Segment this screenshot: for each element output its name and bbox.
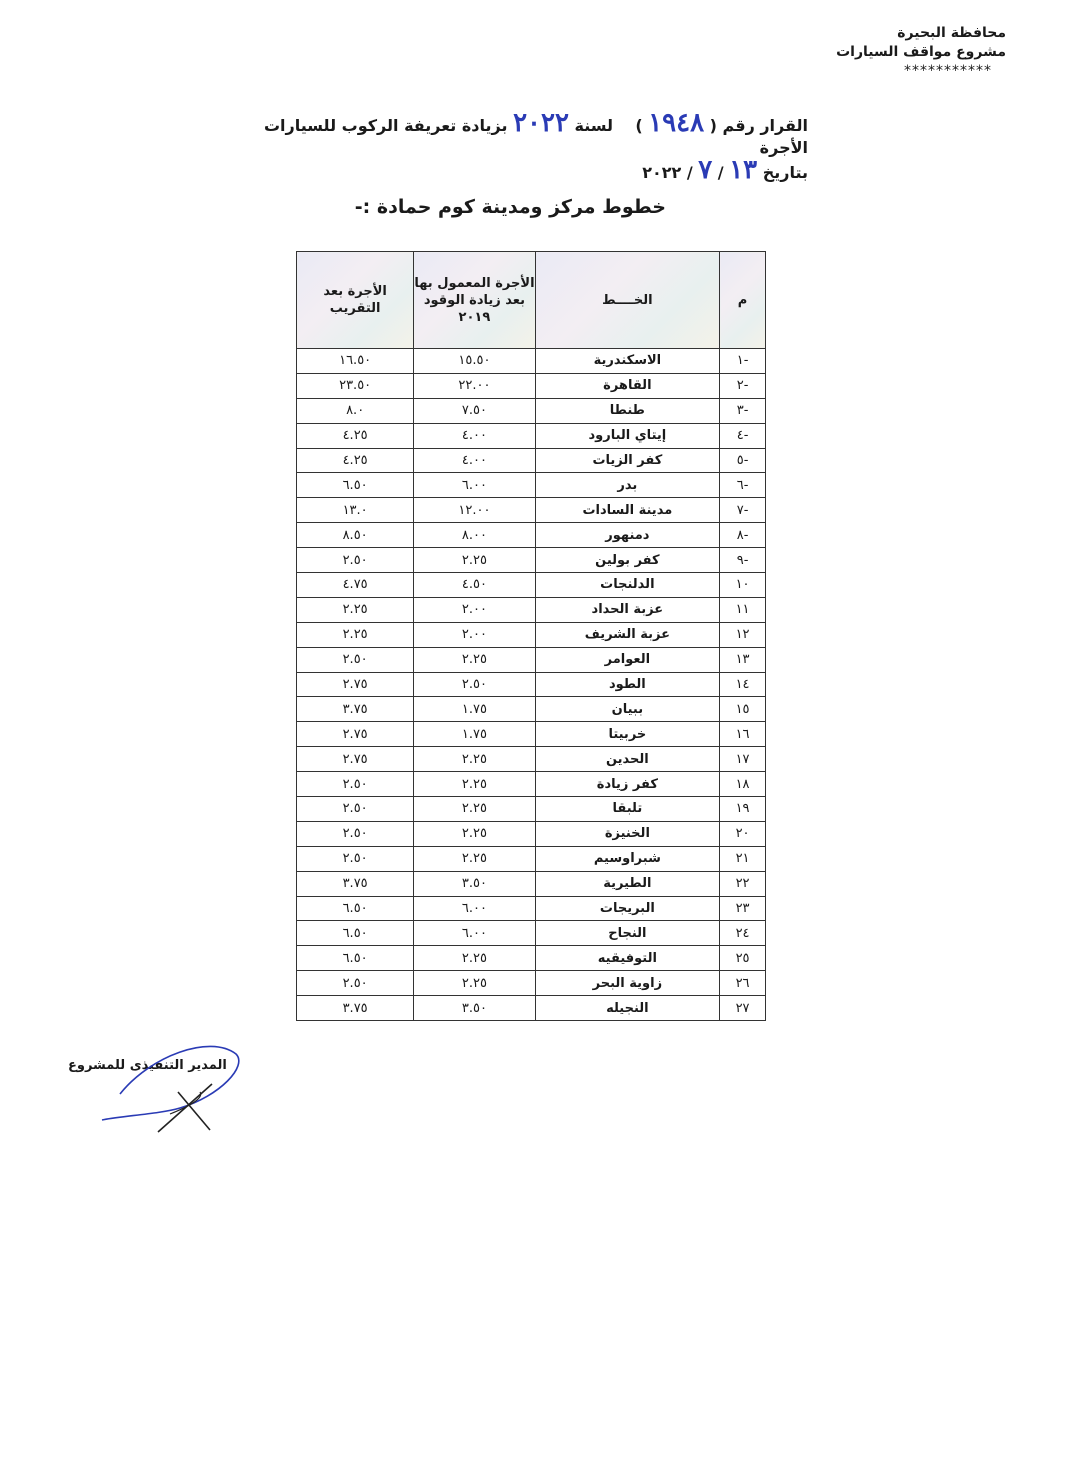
cell-line: العوامر (535, 647, 720, 672)
table-row (297, 921, 766, 946)
table-row (297, 697, 766, 722)
cell-fare-current: ٢.٢٥ (414, 548, 535, 573)
table-row (297, 747, 766, 772)
cell-m: ١٧ (720, 747, 766, 772)
table-row (297, 846, 766, 871)
cell-fare-new: ٦.٥٠ (297, 946, 414, 971)
cell-fare-current: ٦.٠٠ (414, 473, 535, 498)
cell-m: -١ (720, 349, 766, 374)
cell-line: كفر الزيات (535, 448, 720, 473)
cell-line: البريجات (535, 896, 720, 921)
cell-fare-new: ٣.٧٥ (297, 871, 414, 896)
cell-fare-current: ٣.٥٠ (414, 996, 535, 1021)
cell-fare-new: ٤.٢٥ (297, 448, 414, 473)
cell-line: النجيله (535, 996, 720, 1021)
cell-m: ٢٠ (720, 821, 766, 846)
cell-fare-new: ٢.٧٥ (297, 722, 414, 747)
cell-fare-current: ٣.٥٠ (414, 871, 535, 896)
table-row (297, 597, 766, 622)
cell-line: الحدين (535, 747, 720, 772)
cell-m: ١٢ (720, 622, 766, 647)
table-row (297, 548, 766, 573)
cell-fare-new: ٢.٥٠ (297, 647, 414, 672)
date-day-handwritten: ١٣ (729, 155, 758, 185)
project-name: مشروع مواقف السيارات (836, 44, 1006, 60)
signature-label: المدير التنفيذى للمشروع (68, 1058, 227, 1073)
table-row (297, 772, 766, 797)
cell-m: ٢٤ (720, 921, 766, 946)
cell-fare-current: ٢.٢٥ (414, 647, 535, 672)
cell-fare-current: ٤.٠٠ (414, 423, 535, 448)
table-row (297, 797, 766, 822)
cell-m: -٦ (720, 473, 766, 498)
cell-fare-current: ٢.٢٥ (414, 797, 535, 822)
header-line: الخــــط (535, 252, 720, 349)
cell-fare-new: ٢.٥٠ (297, 548, 414, 573)
cell-m: -٨ (720, 523, 766, 548)
cell-line: بدر (535, 473, 720, 498)
cell-fare-current: ١٥.٥٠ (414, 349, 535, 374)
table-header-row (297, 252, 766, 349)
cell-fare-current: ١٢.٠٠ (414, 498, 535, 523)
cell-fare-current: ١.٧٥ (414, 722, 535, 747)
cell-fare-current: ٨.٠٠ (414, 523, 535, 548)
header-fare-current: الأجرة المعمول بها بعد زيادة الوقود ٢٠١٩ (414, 252, 535, 349)
cell-fare-new: ٤.٢٥ (297, 423, 414, 448)
cell-m: -٤ (720, 423, 766, 448)
decision-prefix: القرار رقم ( (709, 116, 808, 135)
cell-m: ٢٣ (720, 896, 766, 921)
decision-line-1 (248, 108, 808, 159)
table-row (297, 622, 766, 647)
cell-fare-new: ٢.٥٠ (297, 797, 414, 822)
cell-m: ١٤ (720, 672, 766, 697)
cell-m: ١٥ (720, 697, 766, 722)
cell-line: الاسكندرية (535, 349, 720, 374)
cell-line: الدلنجات (535, 573, 720, 598)
cell-fare-current: ٢.٢٥ (414, 946, 535, 971)
cell-fare-current: ٤.٠٠ (414, 448, 535, 473)
fares-table (296, 251, 766, 1021)
document-header (836, 24, 1006, 81)
table-row (297, 473, 766, 498)
cell-fare-current: ٢.٢٥ (414, 971, 535, 996)
table-row (297, 971, 766, 996)
table-row (297, 871, 766, 896)
cell-fare-new: ٤.٧٥ (297, 573, 414, 598)
cell-fare-current: ٢.٠٠ (414, 622, 535, 647)
cell-line: خربيتا (535, 722, 720, 747)
cell-m: ٢١ (720, 846, 766, 871)
cell-fare-new: ٣.٧٥ (297, 697, 414, 722)
cell-line: شبراوسيم (535, 846, 720, 871)
cell-line: مدينة السادات (535, 498, 720, 523)
table-row (297, 398, 766, 423)
governorate-name: محافظة البحيرة (897, 25, 1006, 41)
cell-fare-new: ٢.٢٥ (297, 597, 414, 622)
cell-line: تلبقا (535, 797, 720, 822)
cell-line: زاوية البحر (535, 971, 720, 996)
cell-fare-new: ١٣.٠ (297, 498, 414, 523)
date-label: بتاريخ (762, 163, 808, 182)
cell-m: -٢ (720, 373, 766, 398)
cell-line: ببيان (535, 697, 720, 722)
page-title: خطوط مركز ومدينة كوم حمادة :- (354, 196, 666, 218)
cell-m: ١١ (720, 597, 766, 622)
cell-m: ٢٧ (720, 996, 766, 1021)
cell-fare-current: ٤.٥٠ (414, 573, 535, 598)
cell-fare-new: ٢.٥٠ (297, 821, 414, 846)
table-row (297, 821, 766, 846)
table-row (297, 523, 766, 548)
cell-line: الخنيزة (535, 821, 720, 846)
cell-fare-current: ٢.٢٥ (414, 772, 535, 797)
cell-m: ١٦ (720, 722, 766, 747)
cell-fare-current: ١.٧٥ (414, 697, 535, 722)
cell-m: -٣ (720, 398, 766, 423)
cell-line: إيتاي البارود (535, 423, 720, 448)
cell-fare-new: ٣.٧٥ (297, 996, 414, 1021)
cell-line: النجاح (535, 921, 720, 946)
cell-fare-current: ٦.٠٠ (414, 896, 535, 921)
header-stars: *********** (904, 63, 992, 79)
cell-fare-current: ٢.٥٠ (414, 672, 535, 697)
table-row (297, 996, 766, 1021)
decision-block (248, 108, 808, 185)
cell-fare-current: ٢٢.٠٠ (414, 373, 535, 398)
cell-fare-current: ٢.٢٥ (414, 821, 535, 846)
cell-m: ٢٥ (720, 946, 766, 971)
cell-fare-current: ٢.٢٥ (414, 747, 535, 772)
cell-line: كفر بولين (535, 548, 720, 573)
table-row (297, 423, 766, 448)
table-row (297, 498, 766, 523)
table-row (297, 946, 766, 971)
cell-fare-new: ٢.٧٥ (297, 747, 414, 772)
cell-m: ١٩ (720, 797, 766, 822)
header-m: م (720, 252, 766, 349)
cell-fare-new: ٢.٥٠ (297, 772, 414, 797)
cell-fare-new: ٢.٥٠ (297, 846, 414, 871)
cell-m: -٩ (720, 548, 766, 573)
date-month-handwritten: ٧ (698, 155, 713, 185)
cell-fare-current: ٢.٢٥ (414, 846, 535, 871)
cell-line: الطيرية (535, 871, 720, 896)
year-handwritten: ٢٠٢٢ (513, 108, 569, 138)
cell-fare-new: ٨.٥٠ (297, 523, 414, 548)
table-row (297, 373, 766, 398)
cell-fare-current: ٢.٠٠ (414, 597, 535, 622)
cell-line: القاهرة (535, 373, 720, 398)
cell-m: ١٠ (720, 573, 766, 598)
cell-fare-new: ١٦.٥٠ (297, 349, 414, 374)
cell-m: ١٣ (720, 647, 766, 672)
table-row (297, 896, 766, 921)
cell-fare-new: ٨.٠ (297, 398, 414, 423)
signature-scribble (100, 1036, 250, 1136)
cell-line: عزبة الشريف (535, 622, 720, 647)
cell-line: التوفيقيه (535, 946, 720, 971)
decision-line-2: بتاريخ ١٣ / ٧ / ٢٠٢٢ (642, 155, 808, 185)
cell-fare-new: ٦.٥٠ (297, 921, 414, 946)
table-row (297, 647, 766, 672)
cell-m: -٧ (720, 498, 766, 523)
cell-m: ١٨ (720, 772, 766, 797)
cell-m: -٥ (720, 448, 766, 473)
table-row (297, 573, 766, 598)
date-year: ٢٠٢٢ (642, 163, 682, 182)
cell-m: ٢٦ (720, 971, 766, 996)
cell-line: كفر زيادة (535, 772, 720, 797)
decision-subject: بزيادة تعريفة الركوب للسيارات الأجرة (263, 116, 808, 157)
cell-fare-current: ٦.٠٠ (414, 921, 535, 946)
table-row (297, 722, 766, 747)
cell-line: الطود (535, 672, 720, 697)
cell-fare-new: ٢٣.٥٠ (297, 373, 414, 398)
decision-close-paren: ) (635, 116, 643, 135)
decision-number-handwritten: ١٩٤٨ (648, 108, 705, 138)
cell-fare-new: ٢.٥٠ (297, 971, 414, 996)
cell-fare-new: ٦.٥٠ (297, 473, 414, 498)
cell-line: دمنهور (535, 523, 720, 548)
table-row (297, 349, 766, 374)
cell-fare-new: ٢.٢٥ (297, 622, 414, 647)
cell-fare-current: ٧.٥٠ (414, 398, 535, 423)
table-row (297, 448, 766, 473)
header-fare-new: الأجرة بعد التقريب (297, 252, 414, 349)
cell-line: طنطا (535, 398, 720, 423)
cell-line: عزبة الحداد (535, 597, 720, 622)
year-label: لسنة (574, 116, 614, 135)
cell-fare-new: ٦.٥٠ (297, 896, 414, 921)
cell-m: ٢٢ (720, 871, 766, 896)
table-row (297, 672, 766, 697)
cell-fare-new: ٢.٧٥ (297, 672, 414, 697)
